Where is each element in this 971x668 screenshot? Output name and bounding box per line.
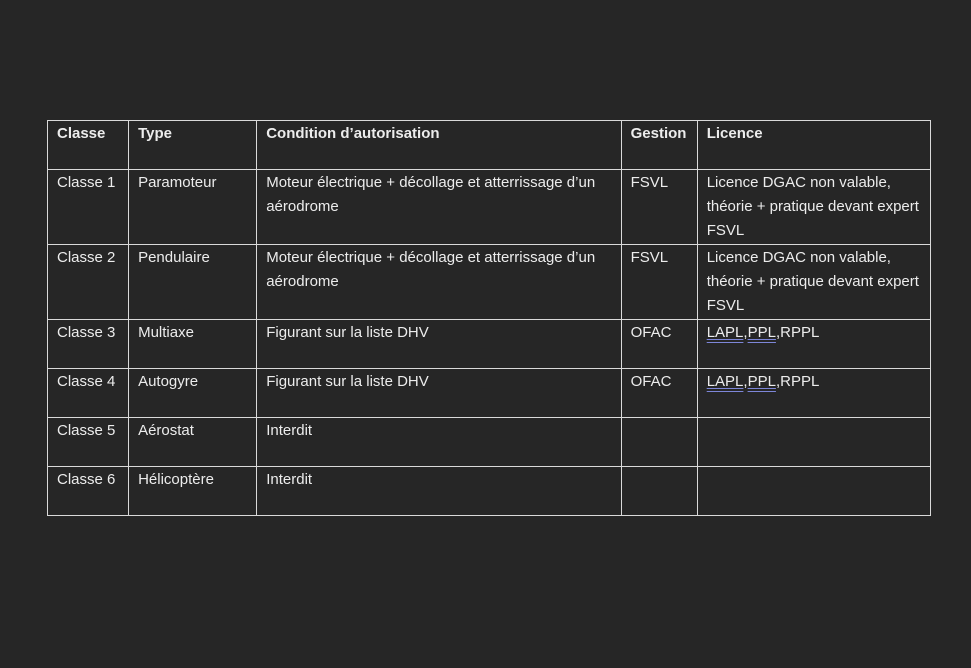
cell-gestion [621, 467, 697, 516]
cell-classe: Classe 6 [48, 467, 129, 516]
cell-type: Autogyre [129, 369, 257, 418]
table-header-row [48, 121, 931, 170]
cell-classe: Classe 1 [48, 170, 129, 245]
cell-licence [697, 320, 930, 369]
licence-ppl: PPL [747, 373, 776, 390]
table-row [48, 418, 931, 467]
licence-sep: , [743, 324, 748, 341]
cell-licence: Licence DGAC non valable, théorie + pratique devant expert FSVL [697, 245, 930, 320]
cell-licence [697, 418, 930, 467]
cell-licence [697, 369, 930, 418]
licence-sep: , [743, 373, 748, 390]
cell-classe: Classe 2 [48, 245, 129, 320]
cell-classe: Classe 5 [48, 418, 129, 467]
cell-condition: Figurant sur la liste DHV [257, 369, 621, 418]
cell-gestion: OFAC [621, 320, 697, 369]
table-row [48, 245, 931, 320]
aircraft-class-table [47, 120, 931, 516]
cell-condition: Figurant sur la liste DHV [257, 320, 621, 369]
table-row [48, 320, 931, 369]
cell-gestion: FSVL [621, 245, 697, 320]
cell-type: Paramoteur [129, 170, 257, 245]
cell-condition: Moteur électrique + décollage et atterrissage d’un aérodrome [257, 170, 621, 245]
cell-classe: Classe 4 [48, 369, 129, 418]
cell-gestion: OFAC [621, 369, 697, 418]
licence-rppl: ,RPPL [775, 373, 820, 390]
table-row [48, 467, 931, 516]
licence-lapl: LAPL [706, 324, 744, 341]
header-gestion: Gestion [621, 121, 697, 170]
cell-condition: Interdit [257, 467, 621, 516]
header-classe: Classe [48, 121, 129, 170]
cell-type: Hélicoptère [129, 467, 257, 516]
cell-type: Aérostat [129, 418, 257, 467]
table-row [48, 369, 931, 418]
cell-condition: Moteur électrique + décollage et atterrissage d’un aérodrome [257, 245, 621, 320]
cell-gestion: FSVL [621, 170, 697, 245]
cell-licence: Licence DGAC non valable, théorie + pratique devant expert FSVL [697, 170, 930, 245]
licence-rppl: ,RPPL [775, 324, 820, 341]
cell-licence [697, 467, 930, 516]
cell-classe: Classe 3 [48, 320, 129, 369]
cell-condition: Interdit [257, 418, 621, 467]
header-type: Type [129, 121, 257, 170]
table-row [48, 170, 931, 245]
licence-ppl: PPL [747, 324, 776, 341]
cell-gestion [621, 418, 697, 467]
licence-lapl: LAPL [706, 373, 744, 390]
header-licence: Licence [697, 121, 930, 170]
cell-type: Pendulaire [129, 245, 257, 320]
header-condition: Condition d’autorisation [257, 121, 621, 170]
cell-type: Multiaxe [129, 320, 257, 369]
